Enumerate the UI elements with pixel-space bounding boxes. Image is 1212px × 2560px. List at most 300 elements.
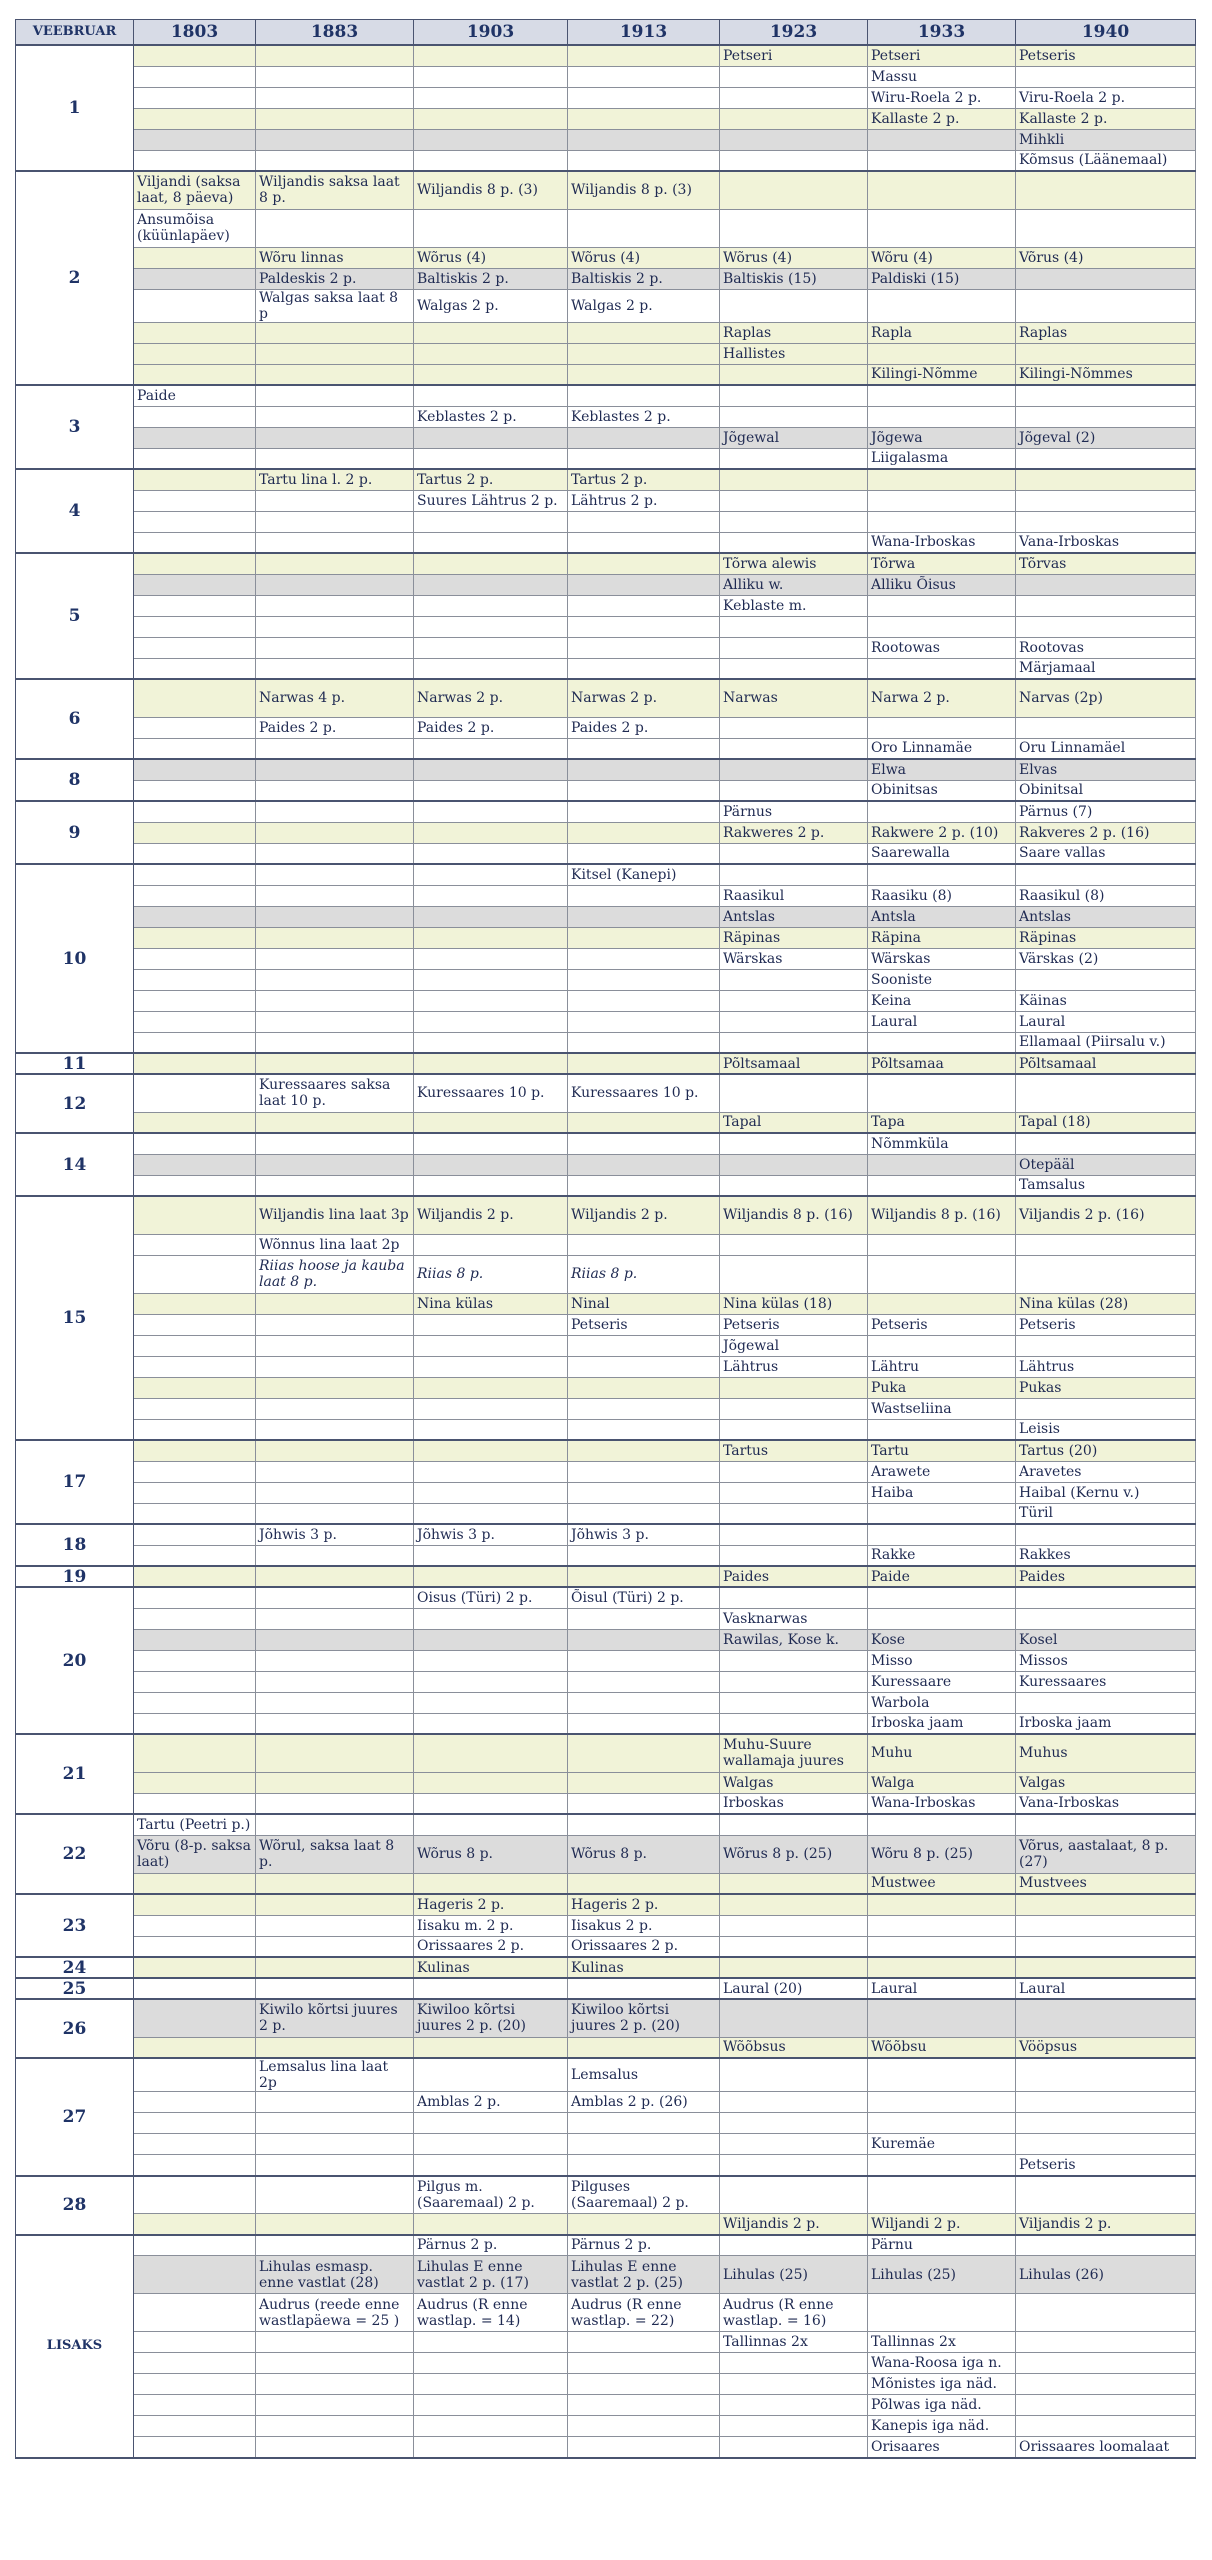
fair-cell-1803 bbox=[134, 247, 256, 268]
fair-cell-1933 bbox=[868, 490, 1016, 511]
fair-cell-1903 bbox=[414, 616, 568, 637]
fair-cell-1803 bbox=[134, 2092, 256, 2113]
fair-cell-1913 bbox=[568, 2037, 720, 2058]
fair-cell-1903 bbox=[414, 658, 568, 679]
fair-cell-1913 bbox=[568, 2214, 720, 2235]
fair-cell-1803: Tartu (Peetri p.) bbox=[134, 1814, 256, 1835]
year-header-1803: 1803 bbox=[134, 20, 256, 46]
fair-cell-1933 bbox=[868, 1503, 1016, 1524]
fair-cell-1940 bbox=[1016, 1255, 1196, 1293]
table-row bbox=[16, 864, 1196, 885]
fair-cell-1913: Tartus 2 p. bbox=[568, 469, 720, 490]
fair-cell-1933: Põlwas iga näd. bbox=[868, 2395, 1016, 2416]
fair-cell-1923 bbox=[720, 1671, 868, 1692]
fair-cell-1940: Mustvees bbox=[1016, 1873, 1196, 1894]
fair-cell-1913 bbox=[568, 1978, 720, 1999]
fair-cell-1883 bbox=[256, 1032, 414, 1053]
year-header-1903: 1903 bbox=[414, 20, 568, 46]
fair-cell-1913: Kiwiloo kõrtsi juures 2 p. (20) bbox=[568, 1999, 720, 2037]
fair-cell-1923 bbox=[720, 738, 868, 759]
table-row bbox=[16, 2092, 1196, 2113]
table-row bbox=[16, 990, 1196, 1011]
fair-cell-1933: Pärnu bbox=[868, 2235, 1016, 2256]
day-label: 6 bbox=[16, 679, 134, 759]
fair-cell-1940 bbox=[1016, 595, 1196, 616]
fair-cell-1803 bbox=[134, 1936, 256, 1957]
fair-cell-1913: Jõhwis 3 p. bbox=[568, 1524, 720, 1545]
fair-cell-1923 bbox=[720, 2395, 868, 2416]
fair-cell-1913 bbox=[568, 1398, 720, 1419]
fair-cell-1940 bbox=[1016, 1074, 1196, 1112]
fair-cell-1803 bbox=[134, 1734, 256, 1772]
fair-cell-1940: Jõgeval (2) bbox=[1016, 427, 1196, 448]
fair-cell-1883 bbox=[256, 1734, 414, 1772]
fair-cell-1933: Lihulas (25) bbox=[868, 2256, 1016, 2294]
fair-cell-1933: Paide bbox=[868, 1566, 1016, 1587]
fair-cell-1883 bbox=[256, 1608, 414, 1629]
fair-cell-1803 bbox=[134, 1713, 256, 1734]
fair-cell-1913: Iisakus 2 p. bbox=[568, 1915, 720, 1936]
fair-cell-1903: Iisaku m. 2 p. bbox=[414, 1915, 568, 1936]
day-group bbox=[16, 1894, 1196, 1957]
fair-cell-1940: Elvas bbox=[1016, 759, 1196, 780]
fair-cell-1903 bbox=[414, 927, 568, 948]
fair-cell-1903: Wiljandis 2 p. bbox=[414, 1196, 568, 1234]
fair-cell-1883 bbox=[256, 822, 414, 843]
fair-cell-1913 bbox=[568, 1440, 720, 1461]
fair-cell-1940: Muhus bbox=[1016, 1734, 1196, 1772]
fair-cell-1933 bbox=[868, 469, 1016, 490]
fair-cell-1923: Tallinnas 2x bbox=[720, 2332, 868, 2353]
fair-cell-1903 bbox=[414, 822, 568, 843]
fair-cell-1940: Irboska jaam bbox=[1016, 1713, 1196, 1734]
fair-cell-1883 bbox=[256, 780, 414, 801]
fair-cell-1903 bbox=[414, 66, 568, 87]
fair-cell-1923 bbox=[720, 1255, 868, 1293]
fair-cell-1923 bbox=[720, 1713, 868, 1734]
table-row bbox=[16, 1650, 1196, 1671]
fair-cell-1803 bbox=[134, 616, 256, 637]
fair-cell-1903: Walgas 2 p. bbox=[414, 289, 568, 322]
fair-cell-1883 bbox=[256, 906, 414, 927]
fair-cell-1913 bbox=[568, 209, 720, 247]
fair-cell-1940 bbox=[1016, 2134, 1196, 2155]
fair-cell-1933: Lähtru bbox=[868, 1356, 1016, 1377]
fair-cell-1913: Orissaares 2 p. bbox=[568, 1936, 720, 1957]
fair-cell-1883 bbox=[256, 66, 414, 87]
fair-cell-1933: Muhu bbox=[868, 1734, 1016, 1772]
fair-cell-1903 bbox=[414, 885, 568, 906]
fair-cell-1903 bbox=[414, 129, 568, 150]
fair-cell-1940: Võrus (4) bbox=[1016, 247, 1196, 268]
fair-cell-1923 bbox=[720, 2134, 868, 2155]
table-row bbox=[16, 45, 1196, 66]
table-row bbox=[16, 2374, 1196, 2395]
fair-cell-1933 bbox=[868, 1154, 1016, 1175]
table-row bbox=[16, 637, 1196, 658]
fair-cell-1913 bbox=[568, 1011, 720, 1032]
fair-cell-1940: Värskas (2) bbox=[1016, 948, 1196, 969]
table-row bbox=[16, 2134, 1196, 2155]
fair-cell-1883 bbox=[256, 1713, 414, 1734]
table-row bbox=[16, 511, 1196, 532]
day-label: 21 bbox=[16, 1734, 134, 1814]
day-group bbox=[16, 759, 1196, 801]
fair-cell-1933: Elwa bbox=[868, 759, 1016, 780]
fair-cell-1933 bbox=[868, 2155, 1016, 2176]
fair-cell-1940: Paides bbox=[1016, 1566, 1196, 1587]
fair-cell-1923: Muhu-Suure wallamaja juures bbox=[720, 1734, 868, 1772]
fair-cell-1883 bbox=[256, 364, 414, 385]
fair-cell-1933 bbox=[868, 129, 1016, 150]
fair-cell-1933: Wiljandi 2 p. bbox=[868, 2214, 1016, 2235]
fair-cell-1940: Missos bbox=[1016, 1650, 1196, 1671]
table-row bbox=[16, 969, 1196, 990]
fair-cell-1903: Kulinas bbox=[414, 1957, 568, 1978]
fair-cell-1903 bbox=[414, 759, 568, 780]
fair-cell-1940 bbox=[1016, 490, 1196, 511]
fair-cell-1933: Tallinnas 2x bbox=[868, 2332, 1016, 2353]
fair-cell-1940 bbox=[1016, 511, 1196, 532]
day-group bbox=[16, 1566, 1196, 1587]
fair-cell-1803 bbox=[134, 427, 256, 448]
fair-cell-1923: Lihulas (25) bbox=[720, 2256, 868, 2294]
fair-cell-1940 bbox=[1016, 1692, 1196, 1713]
fair-cell-1903: Kuressaares 10 p. bbox=[414, 1074, 568, 1112]
fair-cell-1933: Orisaares bbox=[868, 2437, 1016, 2458]
fair-cell-1803 bbox=[134, 1524, 256, 1545]
day-group bbox=[16, 679, 1196, 759]
day-label: 26 bbox=[16, 1999, 134, 2058]
fair-cell-1913 bbox=[568, 1032, 720, 1053]
fair-calendar-table bbox=[15, 19, 1196, 2459]
fair-cell-1803 bbox=[134, 1011, 256, 1032]
fair-cell-1803 bbox=[134, 1440, 256, 1461]
day-group bbox=[16, 469, 1196, 553]
fair-cell-1913: Ninal bbox=[568, 1293, 720, 1314]
fair-cell-1940 bbox=[1016, 1957, 1196, 1978]
fair-cell-1923 bbox=[720, 406, 868, 427]
fair-cell-1883 bbox=[256, 129, 414, 150]
fair-cell-1903 bbox=[414, 1234, 568, 1255]
fair-cell-1913 bbox=[568, 2416, 720, 2437]
fair-cell-1803 bbox=[134, 108, 256, 129]
fair-cell-1903 bbox=[414, 948, 568, 969]
fair-cell-1883 bbox=[256, 209, 414, 247]
fair-cell-1913 bbox=[568, 108, 720, 129]
fair-cell-1940: Võrus, aastalaat, 8 p. (27) bbox=[1016, 1835, 1196, 1873]
fair-cell-1940: Pukas bbox=[1016, 1377, 1196, 1398]
fair-cell-1883 bbox=[256, 150, 414, 171]
day-label: 3 bbox=[16, 385, 134, 469]
fair-cell-1883 bbox=[256, 553, 414, 574]
fair-cell-1933 bbox=[868, 1234, 1016, 1255]
italic-entry: Riias 8 p. bbox=[571, 1266, 638, 1282]
fair-cell-1903: Wõrus 8 p. bbox=[414, 1835, 568, 1873]
fair-cell-1903 bbox=[414, 1419, 568, 1440]
fair-cell-1933 bbox=[868, 385, 1016, 406]
year-header-1933: 1933 bbox=[868, 20, 1016, 46]
fair-cell-1923 bbox=[720, 2437, 868, 2458]
table-row bbox=[16, 490, 1196, 511]
fair-cell-1923 bbox=[720, 2176, 868, 2214]
table-row bbox=[16, 247, 1196, 268]
fair-cell-1940 bbox=[1016, 268, 1196, 289]
fair-cell-1903 bbox=[414, 45, 568, 66]
table-row bbox=[16, 1234, 1196, 1255]
fair-cell-1903 bbox=[414, 1566, 568, 1587]
fair-cell-1923 bbox=[720, 843, 868, 864]
fair-cell-1883 bbox=[256, 658, 414, 679]
fair-cell-1883 bbox=[256, 427, 414, 448]
day-group bbox=[16, 1053, 1196, 1074]
fair-cell-1923 bbox=[720, 864, 868, 885]
fair-cell-1803 bbox=[134, 759, 256, 780]
fair-cell-1903 bbox=[414, 738, 568, 759]
fair-cell-1803 bbox=[134, 322, 256, 343]
fair-cell-1933: Kanepis iga näd. bbox=[868, 2416, 1016, 2437]
fair-cell-1923 bbox=[720, 108, 868, 129]
table-row bbox=[16, 717, 1196, 738]
table-row bbox=[16, 2416, 1196, 2437]
fair-cell-1933: Petseris bbox=[868, 1314, 1016, 1335]
fair-cell-1803 bbox=[134, 2155, 256, 2176]
day-label: 1 bbox=[16, 45, 134, 171]
table-row bbox=[16, 1978, 1196, 1999]
fair-cell-1803 bbox=[134, 1915, 256, 1936]
fair-cell-1913: Wõrus (4) bbox=[568, 247, 720, 268]
table-row bbox=[16, 87, 1196, 108]
fair-cell-1923: Irboskas bbox=[720, 1793, 868, 1814]
fair-cell-1933: Wana-Irboskas bbox=[868, 1793, 1016, 1814]
table-row bbox=[16, 1772, 1196, 1793]
fair-cell-1803 bbox=[134, 658, 256, 679]
fair-cell-1913: Narwas 2 p. bbox=[568, 679, 720, 717]
fair-cell-1933 bbox=[868, 1524, 1016, 1545]
fair-cell-1940 bbox=[1016, 1234, 1196, 1255]
fair-cell-1913 bbox=[568, 2437, 720, 2458]
fair-cell-1913: Wõrus 8 p. bbox=[568, 1835, 720, 1873]
fair-cell-1923: Antslas bbox=[720, 906, 868, 927]
fair-cell-1933: Haiba bbox=[868, 1482, 1016, 1503]
fair-cell-1913 bbox=[568, 801, 720, 822]
fair-cell-1883 bbox=[256, 1356, 414, 1377]
fair-cell-1883 bbox=[256, 1545, 414, 1566]
fair-cell-1923 bbox=[720, 2155, 868, 2176]
fair-cell-1883 bbox=[256, 595, 414, 616]
fair-cell-1883 bbox=[256, 969, 414, 990]
fair-cell-1933: Petseri bbox=[868, 45, 1016, 66]
fair-cell-1803 bbox=[134, 1482, 256, 1503]
fair-cell-1940 bbox=[1016, 2092, 1196, 2113]
fair-cell-1803 bbox=[134, 364, 256, 385]
fair-cell-1923: Petseri bbox=[720, 45, 868, 66]
fair-cell-1803 bbox=[134, 1314, 256, 1335]
fair-cell-1923 bbox=[720, 1154, 868, 1175]
fair-cell-1903 bbox=[414, 1175, 568, 1196]
fair-cell-1883 bbox=[256, 2235, 414, 2256]
fair-cell-1903 bbox=[414, 1608, 568, 1629]
fair-cell-1940: Haibal (Kernu v.) bbox=[1016, 1482, 1196, 1503]
fair-cell-1913: Wiljandis 8 p. (3) bbox=[568, 171, 720, 209]
fair-cell-1903 bbox=[414, 1314, 568, 1335]
fair-cell-1883 bbox=[256, 448, 414, 469]
table-row bbox=[16, 2437, 1196, 2458]
fair-cell-1940: Obinitsal bbox=[1016, 780, 1196, 801]
fair-cell-1803: Paide bbox=[134, 385, 256, 406]
fair-cell-1940: Viru-Roela 2 p. bbox=[1016, 87, 1196, 108]
table-row bbox=[16, 1053, 1196, 1074]
fair-cell-1913: Lemsalus bbox=[568, 2058, 720, 2092]
fair-cell-1803 bbox=[134, 948, 256, 969]
fair-cell-1933 bbox=[868, 1335, 1016, 1356]
fair-cell-1903 bbox=[414, 1440, 568, 1461]
table-row bbox=[16, 1112, 1196, 1133]
fair-cell-1803 bbox=[134, 448, 256, 469]
fair-cell-1883 bbox=[256, 45, 414, 66]
fair-cell-1940 bbox=[1016, 406, 1196, 427]
table-row bbox=[16, 1175, 1196, 1196]
fair-cell-1803 bbox=[134, 637, 256, 658]
fair-cell-1883 bbox=[256, 948, 414, 969]
fair-cell-1903 bbox=[414, 1133, 568, 1154]
fair-cell-1940: Petseris bbox=[1016, 45, 1196, 66]
fair-cell-1933 bbox=[868, 2113, 1016, 2134]
fair-cell-1803 bbox=[134, 595, 256, 616]
fair-cell-1923 bbox=[720, 1524, 868, 1545]
day-group bbox=[16, 171, 1196, 385]
fair-cell-1903: Hageris 2 p. bbox=[414, 1894, 568, 1915]
fair-cell-1913 bbox=[568, 2155, 720, 2176]
fair-cell-1803 bbox=[134, 574, 256, 595]
fair-cell-1923 bbox=[720, 469, 868, 490]
fair-cell-1803 bbox=[134, 2058, 256, 2092]
day-label: 17 bbox=[16, 1440, 134, 1524]
fair-cell-1913 bbox=[568, 1873, 720, 1894]
fair-cell-1883 bbox=[256, 2214, 414, 2235]
fair-cell-1913: Petseris bbox=[568, 1314, 720, 1335]
fair-cell-1913 bbox=[568, 66, 720, 87]
table-row bbox=[16, 289, 1196, 322]
fair-cell-1933: Nõmmküla bbox=[868, 1133, 1016, 1154]
fair-cell-1913 bbox=[568, 1545, 720, 1566]
fair-cell-1883: Wiljandis saksa laat 8 p. bbox=[256, 171, 414, 209]
fair-cell-1923 bbox=[720, 1461, 868, 1482]
fair-cell-1903 bbox=[414, 2437, 568, 2458]
table-row bbox=[16, 1074, 1196, 1112]
fair-cell-1913 bbox=[568, 969, 720, 990]
day-group bbox=[16, 1196, 1196, 1440]
fair-cell-1913: Baltiskis 2 p. bbox=[568, 268, 720, 289]
fair-cell-1803 bbox=[134, 1793, 256, 1814]
fair-cell-1913 bbox=[568, 1335, 720, 1356]
fair-cell-1903: Amblas 2 p. bbox=[414, 2092, 568, 2113]
fair-cell-1933: Mustwee bbox=[868, 1873, 1016, 1894]
fair-cell-1913 bbox=[568, 1234, 720, 1255]
fair-cell-1883 bbox=[256, 1915, 414, 1936]
fair-cell-1883 bbox=[256, 1957, 414, 1978]
fair-cell-1923: Audrus (R enne wastlap. = 16) bbox=[720, 2294, 868, 2332]
fair-cell-1923: Paides bbox=[720, 1566, 868, 1587]
fair-cell-1883 bbox=[256, 1692, 414, 1713]
fair-cell-1903: Oisus (Türi) 2 p. bbox=[414, 1587, 568, 1608]
fair-cell-1933: Tapa bbox=[868, 1112, 1016, 1133]
fair-cell-1803 bbox=[134, 822, 256, 843]
table-row bbox=[16, 1835, 1196, 1873]
fair-cell-1903 bbox=[414, 595, 568, 616]
fair-cell-1803 bbox=[134, 1053, 256, 1074]
fair-cell-1883: Wõnnus lina laat 2p bbox=[256, 1234, 414, 1255]
fair-cell-1933 bbox=[868, 209, 1016, 247]
fair-cell-1940: Rakveres 2 p. (16) bbox=[1016, 822, 1196, 843]
fair-cell-1903 bbox=[414, 574, 568, 595]
fair-cell-1903 bbox=[414, 2134, 568, 2155]
fair-cell-1933 bbox=[868, 1957, 1016, 1978]
fair-cell-1913 bbox=[568, 129, 720, 150]
fair-cell-1903 bbox=[414, 1671, 568, 1692]
fair-cell-1933: Jõgewa bbox=[868, 427, 1016, 448]
day-label: 5 bbox=[16, 553, 134, 679]
fair-cell-1933 bbox=[868, 658, 1016, 679]
day-group bbox=[16, 1814, 1196, 1894]
table-row bbox=[16, 2176, 1196, 2214]
day-group bbox=[16, 45, 1196, 171]
fair-cell-1803 bbox=[134, 2235, 256, 2256]
fair-cell-1940: Kilingi-Nõmmes bbox=[1016, 364, 1196, 385]
fair-cell-1923 bbox=[720, 490, 868, 511]
fair-cell-1923 bbox=[720, 616, 868, 637]
table-row bbox=[16, 1133, 1196, 1154]
fair-cell-1940: Ellamaal (Piirsalu v.) bbox=[1016, 1032, 1196, 1053]
fair-cell-1883 bbox=[256, 2332, 414, 2353]
fair-cell-1933: Tartu bbox=[868, 1440, 1016, 1461]
fair-cell-1883 bbox=[256, 1053, 414, 1074]
fair-cell-1803 bbox=[134, 469, 256, 490]
fair-cell-1803 bbox=[134, 1461, 256, 1482]
fair-cell-1940: Vana-Irboskas bbox=[1016, 532, 1196, 553]
fair-cell-1803 bbox=[134, 532, 256, 553]
fair-cell-1940: Petseris bbox=[1016, 1314, 1196, 1335]
fair-cell-1903 bbox=[414, 385, 568, 406]
day-label: 8 bbox=[16, 759, 134, 801]
fair-cell-1913: Wiljandis 2 p. bbox=[568, 1196, 720, 1234]
fair-cell-1803 bbox=[134, 511, 256, 532]
table-row bbox=[16, 780, 1196, 801]
fair-cell-1883 bbox=[256, 1482, 414, 1503]
fair-cell-1933: Massu bbox=[868, 66, 1016, 87]
fair-cell-1903: Lihulas E enne vastlat 2 p. (17) bbox=[414, 2256, 568, 2294]
fair-cell-1913 bbox=[568, 885, 720, 906]
fair-cell-1933: Laural bbox=[868, 1978, 1016, 1999]
fair-cell-1883 bbox=[256, 1377, 414, 1398]
fair-cell-1933: Mõnistes iga näd. bbox=[868, 2374, 1016, 2395]
fair-cell-1903 bbox=[414, 2332, 568, 2353]
fair-cell-1803 bbox=[134, 864, 256, 885]
fair-cell-1903 bbox=[414, 2113, 568, 2134]
fair-cell-1883 bbox=[256, 1629, 414, 1650]
fair-cell-1933 bbox=[868, 511, 1016, 532]
fair-cell-1933: Wiru-Roela 2 p. bbox=[868, 87, 1016, 108]
fair-cell-1883: Lihulas esmasp. enne vastlat (28) bbox=[256, 2256, 414, 2294]
table-row bbox=[16, 1734, 1196, 1772]
fair-cell-1803 bbox=[134, 2395, 256, 2416]
fair-cell-1940 bbox=[1016, 171, 1196, 209]
fair-cell-1803 bbox=[134, 343, 256, 364]
table-row bbox=[16, 66, 1196, 87]
fair-cell-1803 bbox=[134, 289, 256, 322]
fair-cell-1903: Paides 2 p. bbox=[414, 717, 568, 738]
fair-cell-1903: Baltiskis 2 p. bbox=[414, 268, 568, 289]
